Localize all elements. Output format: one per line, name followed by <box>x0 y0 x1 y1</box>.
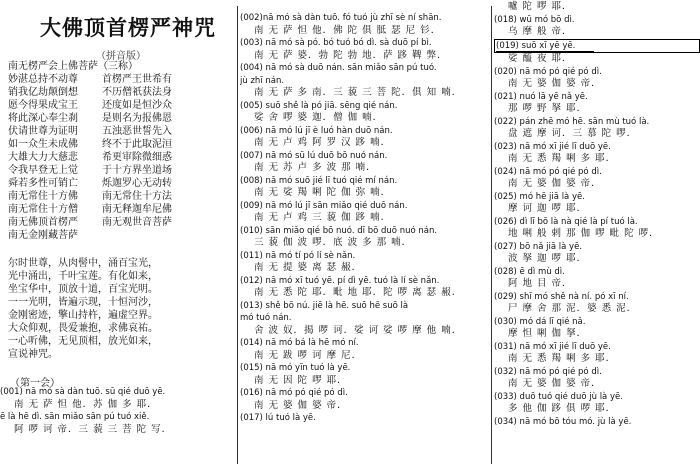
verse-line <box>8 216 234 229</box>
prose-paragraph <box>8 257 234 361</box>
pinyin-line: (026) dì lī bō là nà qié là pí tuó là. <box>494 216 638 227</box>
pinyin-line: (022) pán zhē mó hē. sān mù tuó là. <box>494 116 650 127</box>
pinyin-line: (032) nā mó pó qié pó dì. <box>494 366 602 377</box>
hanzi-line: 阿 啰 诃 帝．三 藐 三 菩 陀 写． <box>14 423 173 435</box>
hanzi-line: 南 无 萨 婆．勃 陀 勃 地．萨 跢 鞞 弊． <box>254 49 448 61</box>
pinyin-line: (010) sān miǎo qié bō nuó. dī bō duō nuó nán. <box>240 225 438 236</box>
pinyin-line: jù zhī nán. <box>240 75 285 86</box>
hanzi-line: 南 无 娑 羯 唎 陀 伽 弥 喃． <box>254 187 392 198</box>
pinyin-line: (019) suō xī yē yē. <box>494 39 700 54</box>
hanzi-line: 乌 摩 般 帝． <box>508 26 573 37</box>
verse-phrase: 舜若多性可销亡 <box>8 178 78 189</box>
verse-phrase: 烁迦罗心无动转 <box>102 178 172 189</box>
verse-phrase: 销我亿劫颠倒想 <box>8 87 78 98</box>
verse-phrase: 于十方界坐道场 <box>102 165 172 176</box>
column-divider <box>237 6 238 464</box>
verse-line <box>8 229 234 242</box>
pinyin-line: (002)nā mó sà dàn tuō. fó tuó jù zhī sè ní shān. <box>240 13 442 23</box>
verse-phrase: 首楞严王世希有 <box>102 74 172 85</box>
verse-phrase: 愿今得果成宝王 <box>8 100 78 111</box>
hanzi-line: 尸 摩 舍 那 泥．婆 悉 泥． <box>508 303 638 314</box>
hanzi-line: 摩 诃 迦 啰 耶． <box>508 203 588 214</box>
hanzi-line: 摩 怛 唎 伽 拏． <box>508 328 588 339</box>
mantra-verses-left <box>0 386 236 436</box>
mantra-verses-right <box>494 1 700 428</box>
verse-phrase: 令我早登无上觉 <box>8 165 78 176</box>
pinyin-line: (029) shī mó shě nà ní. pó xī ní. <box>494 291 629 302</box>
hanzi-line: 波 拏 迦 啰 耶． <box>508 253 588 264</box>
pinyin-line: (005) suō shě là pó jiā. sēng qié nán. <box>240 100 398 111</box>
pinyin-line: (004) nā mó sà duō nán. sān miǎo sān pú tuó. <box>240 63 437 73</box>
pinyin-line: (023) nā mó xī jié lī duō yē. <box>494 141 611 152</box>
pinyin-line: ē là hē dì. sān miǎo sān pú tuó xiě. <box>0 412 150 422</box>
hanzi-line: 三 藐 伽 波 啰．底 波 多 那 喃． <box>254 237 413 248</box>
pinyin-line: (021) nuó lā yē nǎ yē. <box>494 91 588 102</box>
middle-column <box>240 0 492 470</box>
hanzi-line: 南 无 萨 怛 他．苏 伽 多 耶． <box>14 398 158 410</box>
verse-phrase: 南无佛顶首楞严 <box>8 217 78 228</box>
verse-phrase: 如一众生未成佛 <box>8 139 78 150</box>
verse-line <box>8 190 234 203</box>
page-subtitle: （拼音版） <box>96 51 146 62</box>
prose-line: 光中涌出，千叶宝莲。有化如来， <box>8 271 158 282</box>
verse-line <box>8 73 234 86</box>
verse-phrase: 希更审除微细惑 <box>102 152 172 163</box>
verse-line <box>8 138 234 151</box>
verse-underline <box>496 51 594 52</box>
verse-line <box>8 112 234 125</box>
pinyin-line: (025) mó hē jiā là yē. <box>494 191 585 202</box>
hanzi-line: 舍 波 奴．揭 啰 诃．娑 诃 娑 啰 摩 他 喃． <box>254 324 463 336</box>
verse-phrase: 南无释迦牟尼佛 <box>102 204 172 215</box>
verse-phrase: 不历僧祇获法身 <box>102 87 172 98</box>
hanzi-line: 南 无 跋 啰 诃 摩 尼． <box>254 349 363 361</box>
verse-phrase: 伏请世尊为证明 <box>8 126 78 137</box>
left-column <box>0 0 236 470</box>
verse-line <box>8 203 234 216</box>
verse-line <box>8 99 234 112</box>
pinyin-line: (015) nā mó yīn tuó là yē. <box>240 363 351 373</box>
pinyin-line: (001) nā mó sà dàn tuō. sū qié duō yē. <box>0 387 166 397</box>
pinyin-line: (018) wū mó bō dì. <box>494 14 575 25</box>
hanzi-line: 嚧 陀 啰 耶． <box>508 1 573 12</box>
mantra-verses-middle <box>240 12 492 425</box>
hanzi-line: 娑 舍 啰 婆 迦．僧 伽 喃． <box>254 112 384 123</box>
pinyin-line: (027) bō nǎ jiā là yē. <box>494 241 583 252</box>
prose-line: 尔时世尊，从肉髻中，涌百宝光， <box>8 258 158 269</box>
verse-line <box>8 164 234 177</box>
pinyin-line: (033) duō tuó qié duō jù là yē. <box>494 391 623 402</box>
pinyin-line: (014) nā mó bá là hē mó ní. <box>240 338 359 348</box>
prose-line: 一心听佛，无见顶相，放光如来， <box>8 336 158 347</box>
verse-phrase: 南无常住十方佛 <box>8 191 78 202</box>
verse-phrase: 南无观世音菩萨 <box>102 217 172 228</box>
prose-line: 宣说神咒。 <box>8 349 58 360</box>
verse-phrase: 大雄大力大慈悲 <box>8 152 78 163</box>
prose-line: 金刚密迹，擎山持杵，遍虚空界。 <box>8 310 158 321</box>
pinyin-line: (003) nā mó sà pó. bó tuó bó dì. sà duō pí bì. <box>240 38 432 48</box>
verse-line <box>8 86 234 99</box>
hanzi-line: 盘 遮 摩 诃．三 慕 陀 啰． <box>508 128 638 139</box>
verse-phrase: 南无常住十方法 <box>102 191 172 202</box>
verse-phrase: 还度如是恒沙众 <box>102 100 172 111</box>
verse-phrase: 是则名为报佛恩 <box>102 113 172 124</box>
prose-line: 一一光明，皆遍示现，十恒河沙， <box>8 297 158 308</box>
pinyin-line: mó tuó nán. <box>240 313 292 323</box>
hanzi-line: 南 无 悉 陀 耶．毗 地 耶．陀 啰 离 瑟 赧． <box>254 287 463 298</box>
hanzi-line: 南 无 悉 羯 唎 多 耶． <box>508 153 617 164</box>
hanzi-line: 多 他 伽 跢 俱 啰 耶． <box>508 403 617 414</box>
pinyin-line: (030) mó dá lī qié nǎ. <box>494 316 586 327</box>
pinyin-line: (008) nā mó suō jié lī tuó qié mí nán. <box>240 175 398 186</box>
prose-line: 大众仰观，畏爱兼抱，求佛哀祐。 <box>8 323 158 334</box>
pinyin-line: (006) nā mó lú jī è luó hàn duō nán. <box>240 125 393 136</box>
pinyin-line: (016) nā mó pó qié pó dì. <box>240 388 348 398</box>
pinyin-line: (031) nā mó xī jié lī duō yē. <box>494 341 611 352</box>
hanzi-line: 南 无 婆 伽 婆 帝． <box>254 399 348 411</box>
verse-line <box>8 151 234 164</box>
pinyin-line: (028) ē dì mù dì. <box>494 266 565 277</box>
verse-phrase: 南无金刚藏菩萨 <box>8 230 78 241</box>
verse-phrase: 南无常住十方僧 <box>8 204 78 215</box>
hanzi-line: 那 啰 野 拏 耶． <box>508 103 588 114</box>
verse-phrase: 五浊恶世誓先入 <box>102 126 172 137</box>
hanzi-line: 南 无 悉 羯 唎 多 耶． <box>508 353 617 364</box>
verse-phrase: 妙湛总持不动尊 <box>8 74 78 85</box>
pinyin-line: (009) nā mó lú jī sān miǎo qié duō nán. <box>240 200 408 211</box>
pinyin-line: (013) shě bō nú. jiē là hē. suō hē suō là <box>240 300 409 311</box>
verse-list <box>8 60 234 242</box>
hanzi-line: 南 无 提 婆 离 瑟 赧． <box>254 262 363 273</box>
right-column <box>494 0 700 470</box>
hanzi-line: 南 无 婆 伽 婆 帝． <box>508 178 602 189</box>
hanzi-line: 南 无 萨 怛 他．佛 陀 俱 胝 瑟 尼 钐． <box>254 24 442 36</box>
hanzi-line: 南 无 婆 伽 婆 帝． <box>508 78 602 89</box>
pinyin-line: (017) lú tuó là yē. <box>240 413 316 423</box>
hanzi-line: 南 无 卢 鸡 三 藐 伽 跢 喃． <box>254 212 392 223</box>
verse-phrase: 终不于此取泥洹 <box>102 139 172 150</box>
hanzi-line: 南 无 萨 多 南．三 藐 三 菩 陀．俱 知 喃． <box>254 87 463 98</box>
page-title: 大佛顶首楞严神咒 <box>40 15 216 40</box>
pinyin-line: (011) nā mó tí pó lí sè nǎn. <box>240 250 356 261</box>
hanzi-line: 南 无 苏 卢 多 波 那 喃． <box>254 162 377 173</box>
pinyin-line: (024) nā mó pó qié pó dì. <box>494 166 602 177</box>
pinyin-line: (007) nā mó sū lú duō bō nuó nán. <box>240 150 388 161</box>
pinyin-line: (034) nā mó bō tóu mó. jù là yē. <box>494 416 632 427</box>
verse-line <box>8 60 234 73</box>
verse-line <box>8 177 234 190</box>
hanzi-line: 娑 醯 夜 耶． <box>508 53 573 64</box>
prose-line: 坐宝华中，顶放十道，百宝光明。 <box>8 284 158 295</box>
hanzi-line: 南 无 卢 鸡 阿 罗 汉 跢 喃． <box>254 137 392 148</box>
section-label: （第一会） <box>10 378 60 389</box>
hanzi-line: 地 唎 般 剌 那 伽 啰 毗 陀 啰． <box>508 228 660 239</box>
hanzi-line: 阿 地 目 帝． <box>508 278 573 289</box>
verse-line <box>8 125 234 138</box>
verse-phrase: 将此深心奉尘刹 <box>8 113 78 124</box>
pinyin-line: (012) nā mó xī tuó yē. pí dì yē. tuó là lí sè nǎn. <box>240 275 440 286</box>
pinyin-line: (020) nā mó pó qié pó dì. <box>494 66 602 77</box>
hanzi-line: 南 无 因 陀 啰 耶． <box>254 374 348 386</box>
hanzi-line: 南 无 婆 伽 婆 帝． <box>508 378 602 389</box>
verse-phrase: 南无楞严会上佛菩萨（三称） <box>8 61 138 72</box>
